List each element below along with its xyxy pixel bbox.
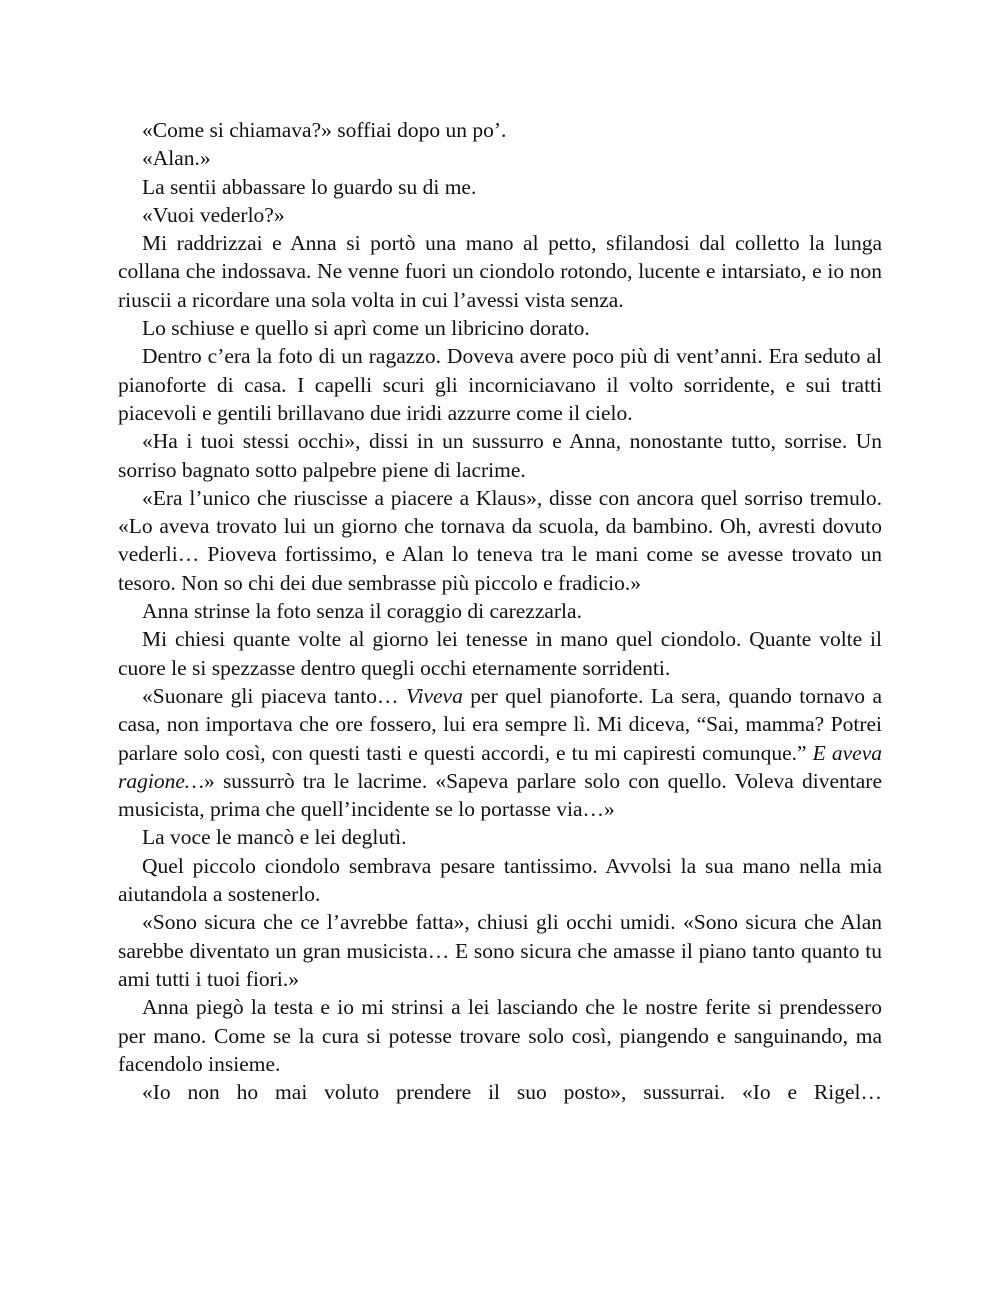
paragraph: [118, 173, 882, 201]
text-run: per quel pianoforte. La sera, quando tornavo a casa, non importava che ore fossero, lui era sempre lì. Mi diceva, “Sai, mamma? Potrei parlare solo così, con questi tasti e questi accordi, e tu mi capiresti comunque.”: [118, 683, 882, 765]
book-page: [118, 116, 882, 1106]
paragraph: [118, 201, 882, 229]
paragraph: [118, 993, 882, 1078]
text-run: «Vuoi vederlo?»: [142, 202, 285, 227]
paragraph: [118, 229, 882, 314]
paragraph: [118, 342, 882, 427]
text-run: «Ha i tuoi stessi occhi», dissi in un sussurro e Anna, nonostante tutto, sorrise. Un sorriso bagnato sotto palpebre piene di lacrime.: [118, 429, 882, 482]
text-run: «Come si chiamava?» soffiai dopo un po’.: [142, 118, 507, 142]
paragraph: [118, 314, 882, 342]
italic-text: E aveva ragione…: [118, 740, 882, 793]
paragraph: [118, 823, 882, 851]
paragraph: [118, 144, 882, 172]
text-run: » sussurrò tra le lacrime. «Sapeva parlare solo con quello. Voleva diventare musicista, prima che quell’incidente se lo portasse via…»: [118, 768, 882, 822]
paragraph: [118, 484, 882, 597]
paragraph: [118, 682, 882, 823]
text-run: «Alan.»: [142, 146, 211, 171]
text-run: «Io non ho mai voluto prendere il suo posto», sussurrai. «Io e Rigel…: [142, 1080, 882, 1105]
text-run: Anna strinse la foto senza il coraggio di carezzarla.: [142, 599, 582, 624]
paragraph: [118, 852, 882, 909]
text-run: Quel piccolo ciondolo sembrava pesare tantissimo. Avvolsi la sua mano nella mia aiutandola a sostenerlo.: [118, 853, 882, 907]
text-run: La voce le mancò e lei deglutì.: [142, 825, 407, 850]
text-run: Anna piegò la testa e io mi strinsi a lei lasciando che le nostre ferite si prendessero per mano. Come se la cura si potesse trovare solo così, piangendo e sanguinando, ma facendolo insieme.: [118, 995, 882, 1076]
italic-text: Viveva: [405, 683, 463, 708]
text-run: «Sono sicura che ce l’avrebbe fatta», chiusi gli occhi umidi. «Sono sicura che Alan sarebbe diventato un gran musicista… E sono sicura che amasse il piano tanto quanto tu ami tutti i tuoi fiori.»: [118, 910, 882, 991]
text-run: La sentii abbassare lo guardo su di me.: [142, 174, 477, 199]
text-run: «Suonare gli piaceva tanto…: [142, 683, 406, 708]
paragraph: [118, 597, 882, 625]
paragraph: [118, 908, 882, 993]
paragraph: [118, 116, 882, 144]
paragraph: [118, 625, 882, 682]
text-run: Dentro c’era la foto di un ragazzo. Doveva avere poco più di vent’anni. Era seduto al pianoforte di casa. I capelli scuri gli incorniciavano il volto sorridente, e sui tratti piacevoli e gentili brillavano due iridi azzurre come il cielo.: [118, 344, 882, 425]
paragraph: [118, 427, 882, 484]
paragraph: [118, 1078, 882, 1106]
text-run: Lo schiuse e quello si aprì come un libricino dorato.: [142, 316, 590, 341]
text-run: Mi raddrizzai e Anna si portò una mano al petto, sfilandosi dal colletto la lunga collana che indossava. Ne venne fuori un ciondolo rotondo, lucente e intarsiato, e io non riuscii a ricordare una sola volta in cui l’avessi vista senza.: [118, 231, 882, 312]
text-body: [118, 116, 882, 1106]
text-run: «Era l’unico che riuscisse a piacere a Klaus», disse con ancora quel sorriso tremulo. «Lo aveva trovato lui un giorno che tornava da scuola, da bambino. Oh, avresti dovuto vederli… Pioveva fortissimo, e Alan lo teneva tra le mani come se avesse trovato un tesoro. Non so chi dei due sembrasse più piccolo e fradicio.»: [118, 485, 882, 595]
text-run: Mi chiesi quante volte al giorno lei tenesse in mano quel ciondolo. Quante volte il cuore le si spezzasse dentro quegli occhi eternamente sorridenti.: [118, 627, 882, 680]
